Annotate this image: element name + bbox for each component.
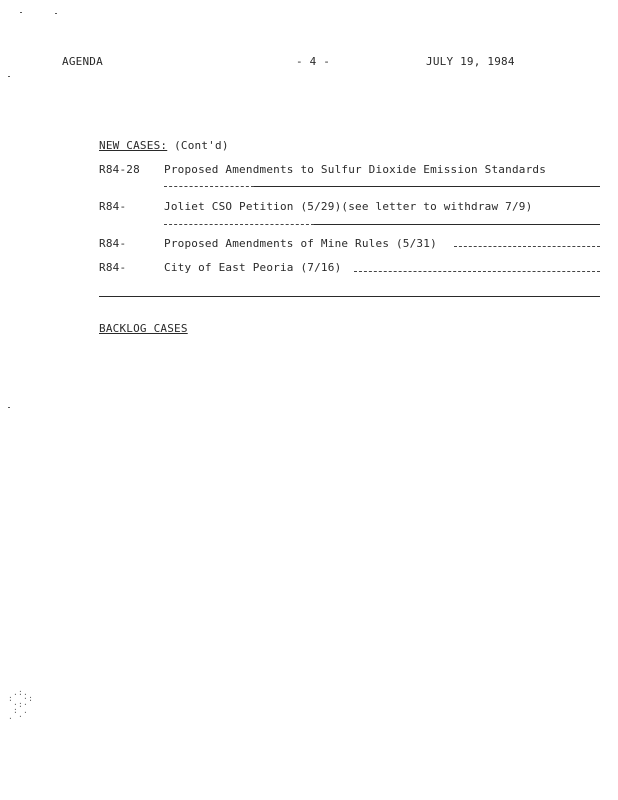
page-number: - 4 - (296, 55, 331, 68)
scan-speck (20, 12, 22, 13)
case-number: R84- (99, 261, 127, 274)
case-rule (314, 224, 600, 225)
case-rule-dashed (164, 224, 314, 225)
case-rule-dashed (454, 246, 600, 247)
case-description: Proposed Amendments of Mine Rules (5/31) (164, 237, 437, 250)
case-description: Joliet CSO Petition (5/29)(see letter to withdraw 7/9) (164, 200, 533, 213)
new-cases-heading-suffix: (Cont'd) (174, 139, 229, 152)
case-number: R84- (99, 237, 127, 250)
scan-artifact: .:. : ·: ·:· : . . · (8, 688, 34, 721)
header-left: AGENDA (62, 55, 103, 68)
case-rule-dashed (354, 271, 600, 272)
case-description: Proposed Amendments to Sulfur Dioxide Emission Standards (164, 163, 547, 176)
new-cases-heading: NEW CASES: (99, 139, 168, 152)
backlog-heading: BACKLOG CASES (99, 322, 188, 335)
scan-speck (55, 13, 57, 14)
header-date: JULY 19, 1984 (426, 55, 515, 68)
case-description: City of East Peoria (7/16) (164, 261, 342, 274)
case-number: R84- (99, 200, 127, 213)
case-rule-dashed (164, 186, 254, 187)
new-cases-heading-line (99, 139, 229, 152)
case-number: R84-28 (99, 163, 140, 176)
scan-speck (8, 407, 10, 408)
case-rule (254, 186, 600, 187)
scan-speck (8, 76, 10, 77)
section-divider (99, 296, 600, 297)
